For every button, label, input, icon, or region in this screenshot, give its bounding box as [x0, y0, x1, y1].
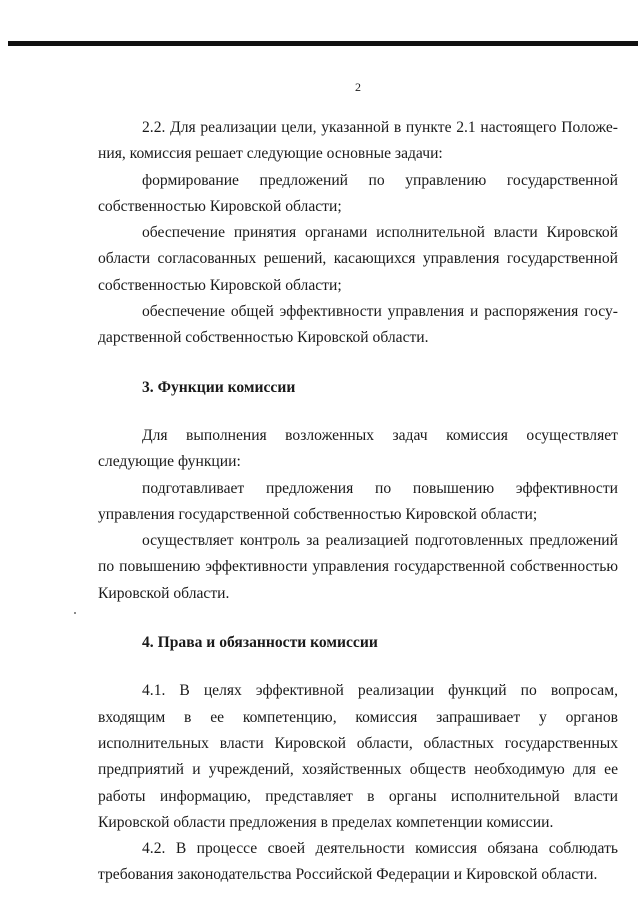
- task-item-1: формирование предложений по управлению государственной собственностью Кировской области;: [98, 171, 618, 215]
- task-item-3: обеспечение общей эффективности управления и распоряжения государственной собственностью Кировской области.: [98, 303, 618, 347]
- paragraph-4-1: 4.1. В целях эффективной реализации функций по вопросам, входящим в ее компетенцию, комиссия запрашивает у органов исполнительных власти Кировской области, областных государственных предприятий и учреждений, хозяйственных обществ необходимую для ее работы информацию, представляет в органы исполнительной власти Кировской области предложения в пределах компетенции комиссии.: [98, 682, 618, 831]
- function-item-2: осуществляет контроль за реализацией подготовленных предложений по повышению эффективности управления государственной собственностью Кировской области.: [98, 532, 618, 602]
- functions-intro: Для выполнения возложенных задач комиссия осуществляет следующие функции:: [98, 426, 618, 471]
- paragraph-4-2: 4.2. В процессе своей деятельности комиссия обязана соблюдать требования законодательства Российской Федерации и Кировской области.: [98, 840, 618, 884]
- scan-speck: [74, 612, 76, 614]
- heading-section-3: 3. Функции комиссии: [142, 378, 296, 396]
- spacer: [98, 401, 618, 423]
- spacer: [98, 607, 618, 630]
- task-item-2: обеспечение принятия органами исполнительной власти Кировской области согласованных решений, касающихся управления государственной собственностью Кировской области;: [98, 224, 618, 294]
- heading-section-4: 4. Права и обязанности комиссии: [142, 634, 378, 652]
- spacer: [98, 656, 618, 678]
- document-body: [98, 115, 618, 889]
- page-number: 2: [355, 80, 361, 94]
- function-item-1: подготавливает предложения по повышению эффективности управления государственной собственностью Кировской области;: [98, 479, 618, 523]
- top-rule: [8, 41, 638, 46]
- spacer: [98, 352, 618, 375]
- paragraph-2-2: 2.2. Для реализации цели, указанной в пункте 2.1 настоящего Положения, комиссия решает следующие основные задачи:: [98, 119, 618, 163]
